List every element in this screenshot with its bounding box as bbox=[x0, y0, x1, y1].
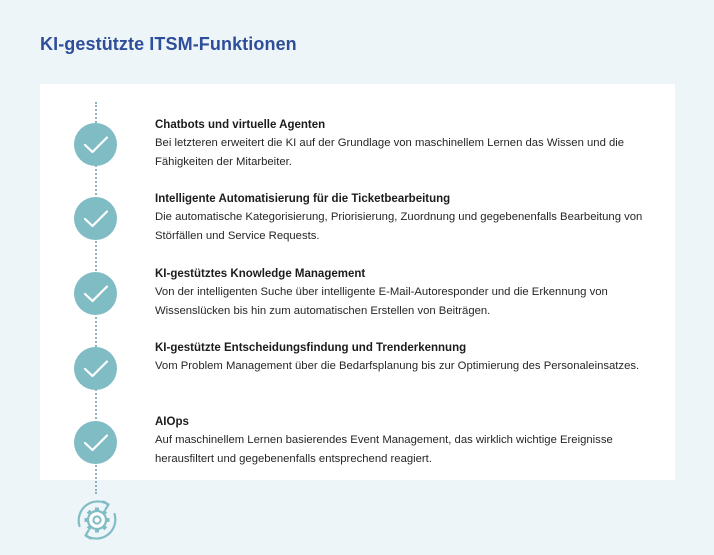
feature-description: Bei letzteren erweitert die KI auf der Grundlage von maschinellem Lernen das Wissen und die Fähigkeiten der Mitarbeiter. bbox=[155, 137, 625, 168]
feature-description: Auf maschinellem Lernen basierendes Event Management, das wirklich wichtige Ereignisse herausfiltert und gegebenenfalls entsprechend reagiert. bbox=[155, 434, 613, 465]
feature-text bbox=[155, 190, 665, 246]
feature-item-aiops bbox=[0, 413, 714, 483]
feature-text bbox=[155, 265, 665, 321]
checkmark-icon bbox=[74, 272, 117, 315]
feature-item-chatbots bbox=[0, 116, 714, 186]
feature-item-ticket-automation bbox=[0, 190, 714, 260]
feature-title: Chatbots und virtuelle Agenten bbox=[155, 119, 326, 131]
feature-text bbox=[155, 116, 665, 172]
feature-title: AIOps bbox=[155, 416, 189, 428]
feature-title: KI-gestütztes Knowledge Management bbox=[155, 268, 366, 280]
feature-title: Intelligente Automatisierung für die Ticketbearbeitung bbox=[155, 193, 451, 205]
feature-item-knowledge-management bbox=[0, 265, 714, 335]
feature-title: KI-gestützte Entscheidungsfindung und Trenderkennung bbox=[155, 342, 467, 354]
checkmark-icon bbox=[74, 421, 117, 464]
gear-cycle-icon bbox=[70, 493, 124, 547]
page-title: KI-gestützte ITSM-Funktionen bbox=[40, 34, 297, 54]
feature-description: Von der intelligenten Suche über intelligente E-Mail-Autoresponder und die Erkennung von Wissenslücken bis hin zum automatischen Erstellen von Beiträgen. bbox=[155, 286, 608, 317]
feature-text bbox=[155, 413, 665, 469]
checkmark-icon bbox=[74, 123, 117, 166]
checkmark-icon bbox=[74, 347, 117, 390]
feature-text bbox=[155, 339, 665, 376]
feature-description: Die automatische Kategorisierung, Priorisierung, Zuordnung und gegebenenfalls Bearbeitung von Störfällen und Service Requests. bbox=[155, 211, 643, 242]
feature-description: Vom Problem Management über die Bedarfsplanung bis zur Optimierung des Personaleinsatzes. bbox=[155, 360, 640, 372]
feature-item-decision-making bbox=[0, 339, 714, 409]
checkmark-icon bbox=[74, 197, 117, 240]
